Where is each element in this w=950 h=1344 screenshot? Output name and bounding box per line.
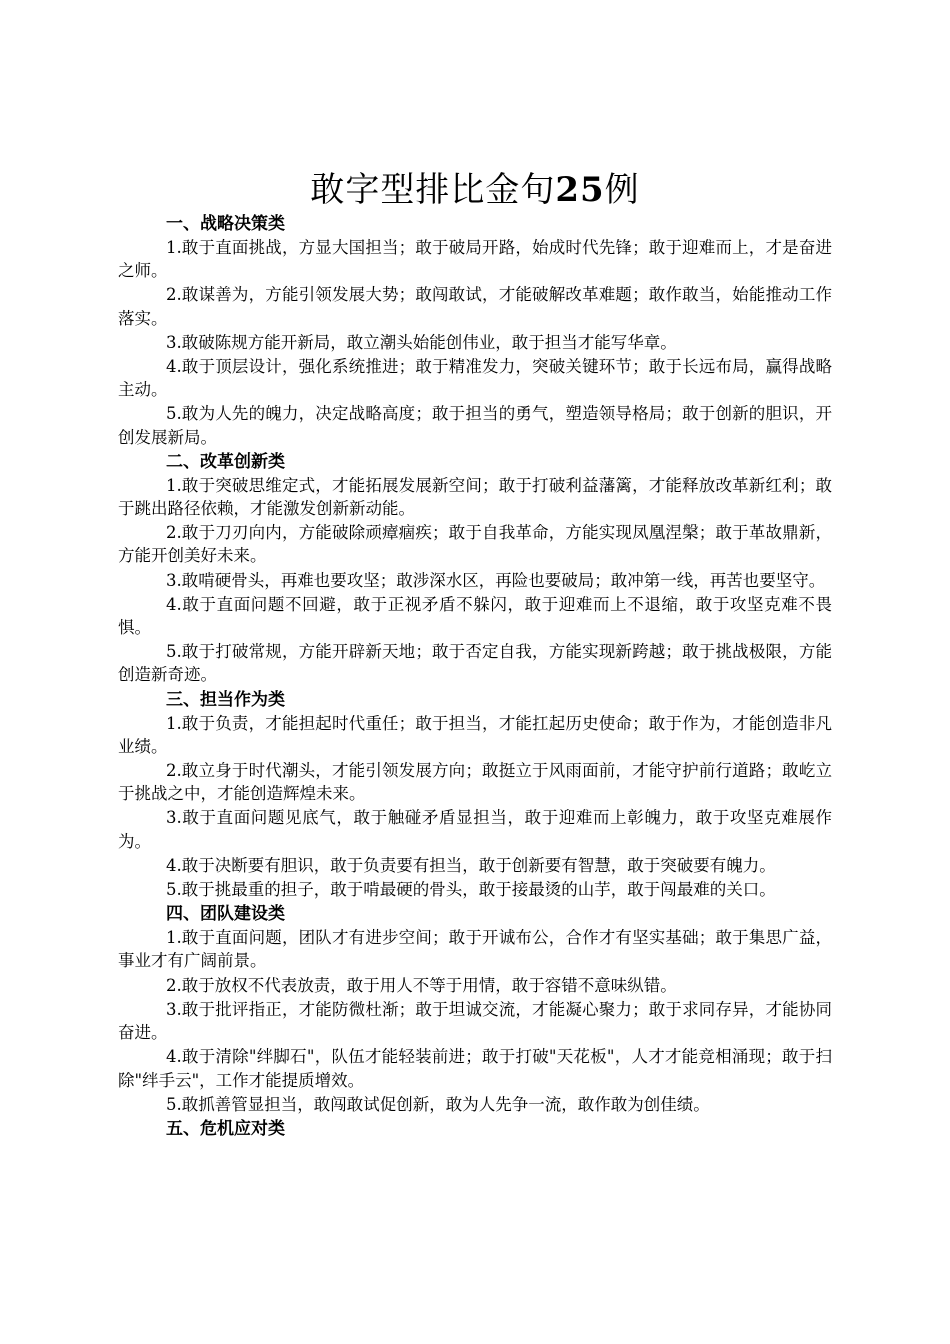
paragraph: 1.敢于负责，才能担起时代重任；敢于担当，才能扛起历史使命；敢于作为，才能创造非凡业绩。: [118, 713, 832, 756]
paragraph: 3.敢于批评指正，才能防微杜渐；敢于坦诚交流，才能凝心聚力；敢于求同存异，才能协同奋进。: [118, 999, 832, 1043]
paragraph: 1.敢于直面问题，团队才有进步空间；敢于开诚布公，合作才有坚实基础；敢于集思广益，事业才有广阔前景。: [118, 928, 832, 971]
paragraph: 4.敢于决断要有胆识，敢于负责要有担当，敢于创新要有智慧，敢于突破要有魄力。: [166, 855, 776, 875]
paragraph: 1.敢于直面挑战，方显大国担当；敢于破局开路，始成时代先锋；敢于迎难而上，才是奋进之师。: [118, 238, 832, 281]
paragraph: 3.敢于直面问题见底气，敢于触碰矛盾显担当，敢于迎难而上彰魄力，敢于攻坚克难展作为。: [118, 808, 832, 851]
page-title: [0, 166, 950, 214]
section-heading: 三、担当作为类: [166, 689, 285, 710]
paragraph: 2.敢于放权不代表放责，敢于用人不等于用情，敢于容错不意味纵错。: [166, 975, 677, 995]
paragraph: 5.敢为人先的魄力，决定战略高度；敢于担当的勇气，塑造领导格局；敢于创新的胆识，开创发展新局。: [118, 404, 832, 447]
paragraph: 5.敢抓善管显担当，敢闯敢试促创新，敢为人先争一流，敢作敢为创佳绩。: [166, 1094, 710, 1114]
paragraph: 5.敢于挑最重的担子，敢于啃最硬的骨头，敢于接最烫的山芋，敢于闯最难的关口。: [166, 880, 776, 900]
paragraph: 4.敢于清除"绊脚石"，队伍才能轻装前进；敢于打破"天花板"，人才才能竞相涌现；敢于扫除"绊手云"，工作才能提质增效。: [118, 1047, 832, 1090]
paragraph: 3.敢破陈规方能开新局，敢立潮头始能创伟业，敢于担当才能写华章。: [166, 332, 677, 352]
paragraph: 2.敢于刀刃向内，方能破除顽瘴痼疾；敢于自我革命，方能实现凤凰涅槃；敢于革故鼎新，方能开创美好未来。: [118, 523, 832, 566]
paragraph: 4.敢于顶层设计，强化系统推进；敢于精准发力，突破关键环节；敢于长远布局，赢得战略主动。: [118, 357, 832, 400]
section-heading: 一、战略决策类: [166, 214, 285, 234]
section-heading: 二、改革创新类: [166, 451, 285, 472]
paragraph: 3.敢啃硬骨头，再难也要攻坚；敢涉深水区，再险也要破局；敢冲第一线，再苦也要坚守。: [166, 570, 826, 590]
paragraph: 4.敢于直面问题不回避，敢于正视矛盾不躲闪，敢于迎难而上不退缩，敢于攻坚克难不畏惧。: [118, 594, 832, 638]
section-heading: 五、危机应对类: [166, 1118, 285, 1139]
title-number: 25: [555, 170, 605, 210]
title-suffix: 例: [604, 170, 640, 210]
paragraph: 5.敢于打破常规，方能开辟新天地；敢于否定自我，方能实现新跨越；敢于挑战极限，方能创造新奇迹。: [118, 642, 832, 685]
section-heading: 四、团队建设类: [166, 904, 285, 925]
paragraph: 2.敢谋善为，方能引领发展大势；敢闯敢试，才能破解改革难题；敢作敢当，始能推动工作落实。: [118, 285, 832, 328]
paragraph: 1.敢于突破思维定式，才能拓展发展新空间；敢于打破利益藩篱，才能释放改革新红利；敢于跳出路径依赖，才能激发创新新动能。: [118, 475, 832, 519]
document-body: [118, 212, 832, 1141]
paragraph: 2.敢立身于时代潮头，才能引领发展方向；敢挺立于风雨面前，才能守护前行道路；敢屹立于挑战之中，才能创造辉煌未来。: [118, 761, 832, 804]
title-text: 敢字型排比金句: [310, 170, 556, 210]
